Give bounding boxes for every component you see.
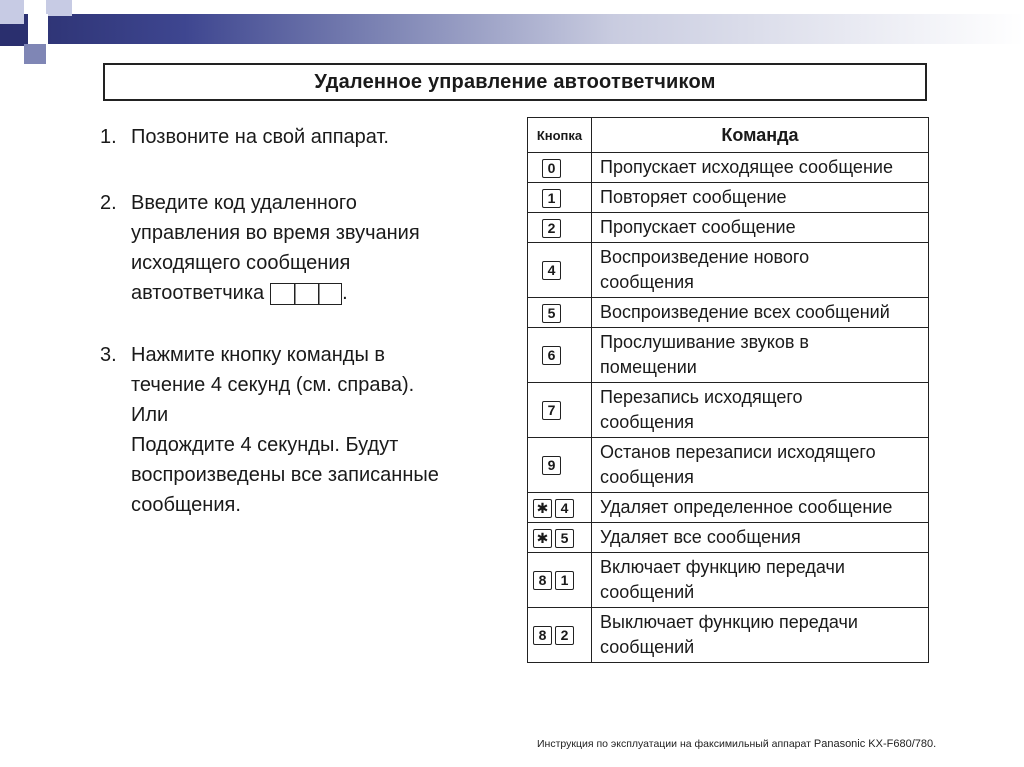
key-button-icon: 2: [542, 219, 561, 238]
command-text: сообщения: [600, 412, 694, 432]
table-header-row: [528, 118, 929, 153]
command-cell: [592, 328, 929, 383]
command-text: Удаляет определенное сообщение: [600, 497, 893, 517]
command-cell: [592, 183, 929, 213]
footer-caption: [537, 738, 936, 750]
table-row: [528, 298, 929, 328]
command-text: сообщения: [600, 467, 694, 487]
step-line-text: автоответчика: [131, 282, 265, 304]
command-text: Пропускает сообщение: [600, 217, 796, 237]
key-button-icon: ✱: [533, 529, 552, 548]
key-cell: [528, 493, 592, 523]
footer-text: Инструкция по эксплуатации на факсимильный аппарат: [537, 738, 811, 750]
key-button-icon: ✱: [533, 499, 552, 518]
key-cell: [528, 153, 592, 183]
key-button-icon: 7: [542, 401, 561, 420]
step-line: исходящего сообщения: [131, 252, 351, 274]
command-text: помещении: [600, 357, 697, 377]
table-body: [528, 153, 929, 663]
command-cell: [592, 493, 929, 523]
key-button-icon: 8: [533, 626, 552, 645]
command-cell: [592, 213, 929, 243]
command-cell: [592, 438, 929, 493]
remote-code-box-icon: [270, 283, 342, 305]
header-decor-square: [0, 0, 24, 24]
command-text: сообщения: [600, 272, 694, 292]
command-cell: [592, 608, 929, 663]
key-button-icon: 6: [542, 346, 561, 365]
header-decor-square: [28, 14, 48, 44]
key-cell: [528, 553, 592, 608]
command-text: Останов перезаписи исходящего: [600, 442, 876, 462]
command-text: Включает функцию передачи: [600, 557, 845, 577]
key-button-icon: 8: [533, 571, 552, 590]
command-text: Выключает функцию передачи: [600, 612, 858, 632]
key-cell: [528, 328, 592, 383]
table-row: [528, 553, 929, 608]
step-line: сообщения.: [131, 494, 241, 516]
table-row: [528, 383, 929, 438]
key-cell: [528, 298, 592, 328]
key-button-icon: 9: [542, 456, 561, 475]
step-line-end: .: [342, 282, 348, 304]
key-cell: [528, 438, 592, 493]
key-button-icon: 5: [542, 304, 561, 323]
command-text: Повторяет сообщение: [600, 187, 787, 207]
key-cell: [528, 213, 592, 243]
key-button-icon: 1: [542, 189, 561, 208]
header-gradient-bar: [0, 14, 1024, 44]
table-row: [528, 523, 929, 553]
command-cell: [592, 383, 929, 438]
step-line: [131, 278, 420, 308]
step-2: [100, 188, 420, 308]
step-line: течение 4 секунд (см. справа).: [131, 374, 415, 396]
table-row: [528, 153, 929, 183]
key-cell: [528, 608, 592, 663]
step-line: Нажмите кнопку команды в: [131, 344, 386, 366]
step-line: Подождите 4 секунды. Будут: [131, 434, 399, 456]
table-row: [528, 328, 929, 383]
page-title: Удаленное управление автоответчиком: [103, 63, 927, 101]
command-text: Прослушивание звуков в: [600, 332, 809, 352]
key-button-icon: 1: [555, 571, 574, 590]
key-button-icon: 5: [555, 529, 574, 548]
header-decor-square: [46, 0, 72, 16]
key-button-icon: 4: [542, 261, 561, 280]
step-3: [100, 340, 439, 520]
key-button-icon: 2: [555, 626, 574, 645]
column-header-key: Кнопка: [528, 118, 592, 153]
command-cell: [592, 153, 929, 183]
step-line: воспроизведены все записанные: [131, 464, 439, 486]
key-cell: [528, 523, 592, 553]
table-row: [528, 493, 929, 523]
step-line: Или: [131, 404, 169, 426]
table-row: [528, 243, 929, 298]
step-1: [100, 122, 389, 152]
command-cell: [592, 523, 929, 553]
step-text: Позвоните на свой аппарат.: [131, 126, 389, 148]
footer-brand: Panasonic KX-F680/780.: [813, 738, 937, 750]
key-cell: [528, 243, 592, 298]
key-button-icon: 0: [542, 159, 561, 178]
command-text: сообщений: [600, 582, 695, 602]
command-text: Перезапись исходящего: [600, 387, 803, 407]
command-cell: [592, 553, 929, 608]
command-text: Пропускает исходящее сообщение: [600, 157, 893, 177]
table-row: [528, 213, 929, 243]
step-number: 3.: [100, 344, 117, 366]
command-text: Воспроизведение нового: [600, 247, 810, 267]
column-header-command: Команда: [592, 118, 929, 153]
key-cell: [528, 383, 592, 438]
command-cell: [592, 298, 929, 328]
table-row: [528, 608, 929, 663]
step-line: управления во время звучания: [131, 222, 420, 244]
command-text: сообщений: [600, 637, 695, 657]
step-number: 1.: [100, 126, 117, 148]
table-row: [528, 438, 929, 493]
command-text: Воспроизведение всех сообщений: [600, 302, 890, 322]
key-button-icon: 4: [555, 499, 574, 518]
key-cell: [528, 183, 592, 213]
command-cell: [592, 243, 929, 298]
step-line: Введите код удаленного: [131, 192, 357, 214]
command-text: Удаляет все сообщения: [600, 527, 801, 547]
command-table: [527, 117, 929, 663]
table-row: [528, 183, 929, 213]
header-decor-square: [24, 44, 46, 64]
step-number: 2.: [100, 192, 117, 214]
